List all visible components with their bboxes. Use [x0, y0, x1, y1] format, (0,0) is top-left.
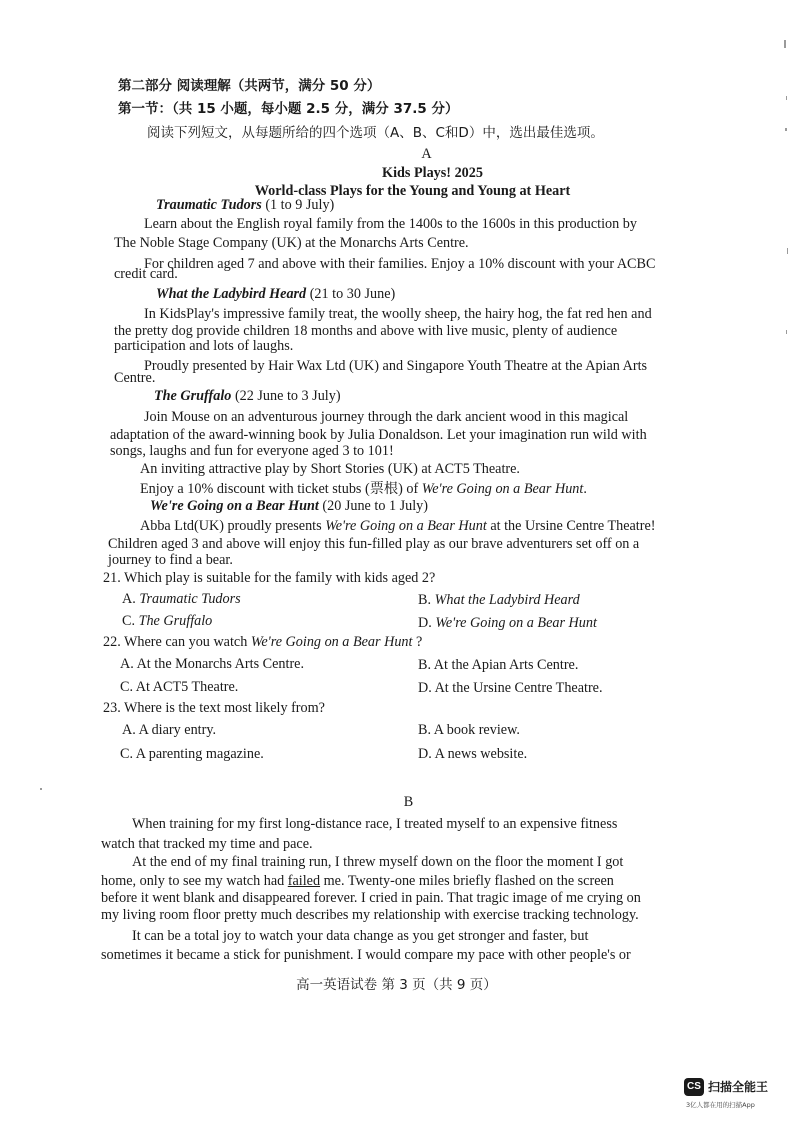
passage-line: Proudly presented by Hair Wax Ltd (UK) and Singapore Youth Theatre at the Apian Arts	[144, 358, 648, 374]
scan-speck	[785, 128, 787, 131]
scanner-app-name: 扫描全能王	[708, 1080, 769, 1094]
option-text: At the Apian Arts Centre.	[433, 657, 579, 673]
option-text: What the Ladybird Heard	[434, 592, 580, 608]
passage-line: sometimes it became a stick for punishment. I would compare my pace with other people's or	[101, 947, 631, 963]
presenter-text: Abba Ltd(UK) proudly presents	[140, 518, 326, 534]
option-text: At the Ursine Centre Theatre.	[434, 680, 603, 696]
play-heading	[150, 497, 428, 515]
answer-option[interactable]	[418, 679, 603, 697]
section-title: 第一节：（共 15 小题，每小题 2.5 分，满分 37.5 分）	[118, 101, 459, 117]
line-text: home, only to see my watch had	[101, 873, 288, 889]
option-text: A parenting magazine.	[135, 746, 264, 762]
answer-option[interactable]	[418, 656, 578, 674]
play-dates: (20 June to 1 July)	[318, 498, 429, 514]
option-text: At ACT5 Theatre.	[135, 679, 239, 695]
passage-a-subtitle: World-class Plays for the Young and Young at Heart	[254, 183, 571, 199]
answer-option[interactable]	[418, 614, 597, 632]
option-letter: C.	[122, 613, 139, 629]
answer-option[interactable]	[122, 721, 216, 739]
passage-line: Learn about the English royal family from the 1400s to the 1600s in this production by	[144, 216, 637, 232]
play-heading	[156, 196, 334, 214]
passage-line: before it went blank and disappeared forever. I cried in pain. That tragic image of me crying on	[101, 890, 641, 906]
passage-line: It can be a total joy to watch your data change as you get stronger and faster, but	[132, 928, 589, 944]
play-name: Traumatic Tudors	[156, 197, 262, 213]
answer-option[interactable]	[120, 655, 304, 673]
passage-a-letter: A	[421, 146, 432, 162]
part-title: 第二部分 阅读理解（共两节，满分 50 分）	[118, 78, 381, 94]
passage-line: adaptation of the award-winning book by Julia Donaldson. Let your imagination run wild with	[110, 427, 647, 443]
play-dates: (21 to 30 June)	[306, 286, 396, 302]
option-text: A diary entry.	[138, 722, 217, 738]
passage-line	[101, 872, 614, 890]
stem-text: 22. Where can you watch	[103, 634, 251, 650]
passage-line: For children aged 7 and above with their families. Enjoy a 10% discount with your ACBC	[144, 256, 656, 272]
passage-line	[140, 517, 656, 535]
passage-line: the pretty dog provide children 18 months and above with live music, plenty of audience	[114, 323, 618, 339]
scan-speck	[40, 788, 42, 790]
passage-line: The Noble Stage Company (UK) at the Monarchs Arts Centre.	[114, 235, 469, 251]
passage-line	[140, 480, 587, 498]
stub-text: Enjoy a 10% discount with ticket stubs (票根) of	[140, 481, 422, 497]
option-text: A book review.	[433, 722, 520, 738]
play-title-inline: We're Going on a Bear Hunt	[325, 518, 487, 534]
answer-option[interactable]	[122, 590, 241, 608]
option-text: At the Monarchs Arts Centre.	[136, 656, 305, 672]
passage-line: Join Mouse on an adventurous journey through the dark ancient wood in this magical	[144, 409, 629, 425]
passage-line: journey to find a bear.	[108, 552, 233, 568]
option-text: We're Going on a Bear Hunt	[435, 615, 597, 631]
option-letter: C.	[120, 746, 136, 762]
passage-line: When training for my first long-distance race, I treated myself to an expensive fitness	[132, 816, 618, 832]
option-letter: B.	[418, 592, 435, 608]
option-letter: A.	[120, 656, 137, 672]
scanner-tagline: 3亿人都在用的扫描App	[686, 1101, 755, 1109]
passage-line: my living room floor pretty much describes my relationship with exercise tracking technology.	[101, 907, 639, 923]
line-text-end: me. Twenty-one miles briefly flashed on the screen	[320, 873, 614, 889]
answer-option[interactable]	[418, 721, 520, 739]
play-heading	[156, 285, 395, 303]
option-letter: B.	[418, 657, 434, 673]
passage-a-title: Kids Plays! 2025	[382, 165, 483, 181]
venue-text: at the Ursine Centre Theatre!	[486, 518, 656, 534]
passage-line: Children aged 3 and above will enjoy this fun-filled play as our brave adventurers set off on a	[108, 536, 640, 552]
answer-option[interactable]	[122, 612, 212, 630]
scan-speck	[787, 248, 788, 254]
question-stem: 23. Where is the text most likely from?	[103, 700, 325, 716]
option-letter: A.	[122, 722, 139, 738]
option-letter: B.	[418, 722, 434, 738]
stem-title: We're Going on a Bear Hunt	[250, 634, 413, 650]
passage-line: credit card.	[114, 266, 178, 282]
stub-title: We're Going on a Bear Hunt	[421, 481, 584, 497]
question-stem: 21. Which play is suitable for the family with kids aged 2?	[103, 570, 436, 586]
play-name: We're Going on a Bear Hunt	[150, 498, 319, 514]
play-name: The Gruffalo	[154, 388, 232, 404]
play-name: What the Ladybird Heard	[156, 286, 307, 302]
answer-option[interactable]	[120, 678, 238, 696]
play-heading	[154, 387, 341, 405]
passage-line: Centre.	[114, 370, 156, 386]
passage-line: At the end of my final training run, I threw myself down on the floor the moment I got	[132, 854, 624, 870]
option-letter: A.	[122, 591, 140, 607]
answer-option[interactable]	[120, 745, 264, 763]
passage-line: An inviting attractive play by Short Stories (UK) at ACT5 Theatre.	[140, 461, 520, 477]
option-text: A news website.	[434, 746, 528, 762]
stem-end: ?	[412, 634, 423, 650]
passage-line: songs, laughs and fun for everyone aged 3 to 101!	[110, 443, 394, 459]
underlined-word: failed	[287, 873, 321, 889]
camscanner-logo-icon: CS	[684, 1078, 704, 1096]
passage-line: participation and lots of laughs.	[114, 338, 294, 354]
instructions: 阅读下列短文，从每题所给的四个选项（A、B、C和D）中，选出最佳选项。	[147, 125, 604, 141]
passage-line: watch that tracked my time and pace.	[101, 836, 313, 852]
passage-line: In KidsPlay's impressive family treat, the woolly sheep, the hairy hog, the fat red hen and	[144, 306, 652, 322]
option-letter: C.	[120, 679, 136, 695]
answer-option[interactable]	[418, 745, 527, 763]
page-footer: 高一英语试卷 第 3 页（共 9 页）	[296, 977, 497, 993]
option-letter: D.	[418, 746, 435, 762]
scan-speck	[786, 330, 787, 334]
answer-option[interactable]	[418, 591, 580, 609]
scan-speck	[784, 40, 786, 48]
play-dates: (1 to 9 July)	[261, 197, 335, 213]
play-dates: (22 June to 3 July)	[231, 388, 341, 404]
option-letter: D.	[418, 680, 435, 696]
option-text: The Gruffalo	[138, 613, 213, 629]
option-letter: D.	[418, 615, 436, 631]
question-stem	[103, 633, 422, 651]
scan-speck	[786, 96, 787, 100]
option-text: Traumatic Tudors	[139, 591, 241, 607]
stub-end: .	[583, 481, 587, 497]
passage-b-letter: B	[403, 794, 414, 810]
